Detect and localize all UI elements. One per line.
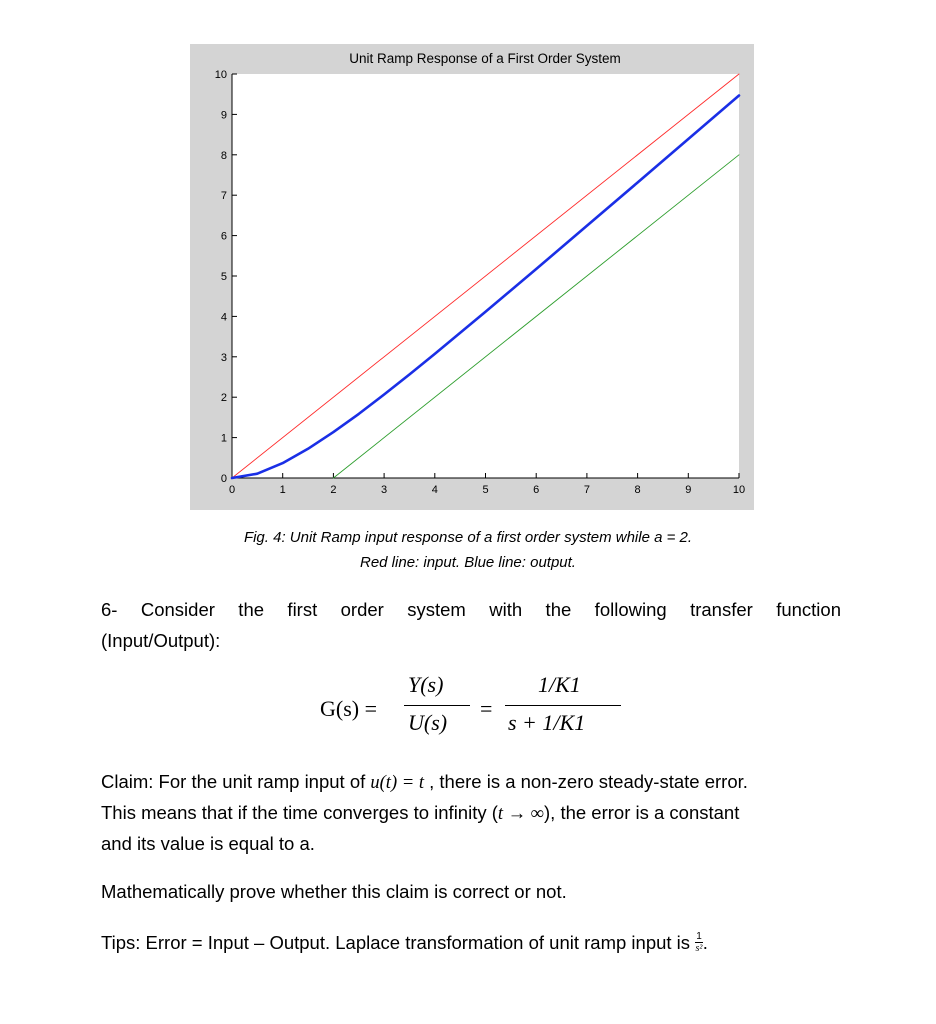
x-tick-label-8: 8 [634, 484, 641, 496]
y-tick-label-10: 10 [214, 69, 227, 81]
prove-instruction: Mathematically prove whether this claim is correct or not. [101, 881, 567, 902]
equation-lhs: G(s) = [320, 696, 378, 721]
tips-text: Tips: Error = Input – Output. Laplace transformation of unit ramp input is [101, 932, 696, 953]
fraction-bar-1 [404, 705, 470, 706]
x-tick-label-4: 4 [431, 484, 438, 496]
x-tick-label-3: 3 [381, 484, 388, 496]
claim-line2-math: t → ∞ [497, 804, 544, 824]
claim-math: u(t) = t [370, 773, 424, 793]
chart-title: Unit Ramp Response of a First Order System [349, 51, 621, 66]
fraction-bar-2 [505, 705, 621, 706]
y-tick-label-7: 7 [220, 190, 227, 203]
x-tick-label-9: 9 [685, 484, 692, 496]
y-tick-label-9: 9 [220, 109, 227, 122]
claim-line2 [101, 797, 841, 830]
tips-fraction [695, 931, 703, 954]
claim-line2-pre: This means that if the time converges to infinity ( [101, 802, 498, 823]
y-tick-label-8: 8 [220, 149, 227, 162]
x-tick-label-6: 6 [533, 484, 540, 496]
y-tick-label-5: 5 [220, 271, 227, 283]
x-tick-label-2: 2 [330, 484, 337, 496]
ramp-response-chart [190, 44, 754, 510]
tips-end: . [702, 932, 708, 953]
x-tick-label-10: 10 [732, 484, 746, 496]
claim-post: , there is a non-zero steady-state error. [423, 771, 748, 792]
transfer-function-equation [318, 672, 638, 752]
claim-line2-post: ), the error is a constant [544, 802, 740, 823]
tips-fraction-denominator: s² [695, 942, 703, 954]
tips-fraction-numerator: 1 [696, 930, 702, 942]
figure-caption-line1: Fig. 4: Unit Ramp input response of a first order system while a = 2. [243, 529, 693, 546]
claim-pre: Claim: For the unit ramp input of [101, 771, 371, 792]
equation-denominator-2: s + 1/K1 [508, 710, 586, 735]
equation-denominator-1: U(s) [408, 710, 448, 735]
x-tick-label-5: 5 [482, 484, 489, 496]
x-tick-label-1: 1 [279, 484, 286, 496]
y-tick-label-0: 0 [220, 473, 227, 485]
y-tick-label-6: 6 [220, 230, 227, 243]
ramp-response-figure [190, 44, 754, 510]
figure-caption-line2: Red line: input. Blue line: output. [360, 554, 576, 571]
x-tick-label-7: 7 [583, 484, 590, 496]
equation-numerator-1: Y(s) [408, 672, 444, 697]
tips-line [101, 927, 841, 958]
y-tick-label-3: 3 [220, 351, 227, 364]
claim-line3: and its value is equal to a. [101, 833, 315, 854]
y-tick-label-2: 2 [220, 392, 227, 405]
y-tick-label-1: 1 [220, 432, 227, 445]
question-line2: (Input/Output): [101, 630, 221, 651]
y-tick-label-4: 4 [220, 311, 227, 324]
claim-line1 [101, 766, 841, 799]
equation-numerator-2: 1/K1 [538, 672, 581, 697]
x-tick-label-0: 0 [228, 484, 236, 496]
question-line1: 6- Consider the first order system with the following transfer function [101, 599, 841, 620]
equation-equals: = [480, 696, 493, 721]
